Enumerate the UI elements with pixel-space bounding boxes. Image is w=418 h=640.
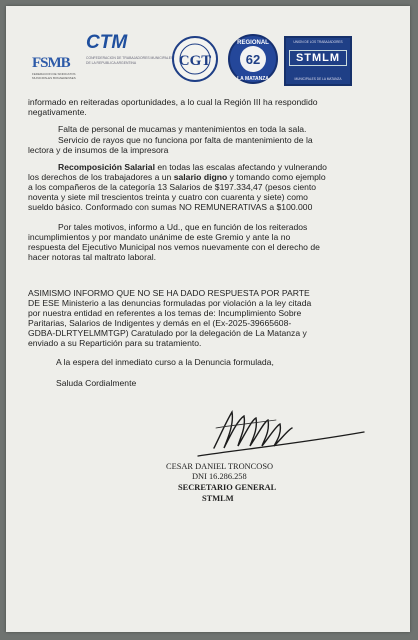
svg-text:REGIONAL: REGIONAL xyxy=(237,40,269,46)
ctm-logo: CTM CONFEDERACION DE TRABAJADORES MUNICIPALES DE LA REPUBLICA ARGENTINA xyxy=(86,32,174,65)
paragraph-line: sueldo básico. Conformado con sumas NO REMUNERATIVAS a $100.000 xyxy=(28,202,313,212)
paragraph-line: DE ESE Ministerio a las denuncias formuladas por violación a la ley citada xyxy=(28,298,312,308)
paragraph-line: GDBA-DLRTYELMMTGP) Caratulado por la delegación de La Matanza y xyxy=(28,328,307,338)
paragraph-line: los derechos de los trabajadores a un salario digno y tomando como ejemplo xyxy=(28,172,326,182)
signer-title: SECRETARIO GENERAL xyxy=(178,483,277,492)
paragraph-line: negativamente. xyxy=(28,107,87,117)
paragraph-line: lectora y de insumos de la impresora xyxy=(28,145,169,155)
signer-dni: DNI 16.286.258 xyxy=(192,472,247,481)
paragraph-line: respuesta del Ejecutivo Municipal nos vemos nuevamente con el derecho de xyxy=(28,242,320,252)
letterhead-logos xyxy=(6,6,410,96)
paragraph-line: Por tales motivos, informo a Ud., que en función de los reiterados xyxy=(58,222,308,232)
paragraph-line: hacer notoras tal maltrato laboral. xyxy=(28,252,157,262)
regional-seal-icon xyxy=(228,32,278,86)
paragraph-line: por nuestra entidad en referentes a los temas de: Incumplimiento Sobre xyxy=(28,308,302,318)
svg-text:CGT: CGT xyxy=(178,53,212,69)
paragraph-line: incumplimientos y por mandato unánime de este Gremio y ante la no xyxy=(28,232,291,242)
svg-text:LA MATANZA: LA MATANZA xyxy=(237,76,269,82)
paragraph-line: a los compañeros de la categoría 13 Salarios de $197.334,47 (pesos ciento xyxy=(28,182,317,192)
paragraph-line: enviado a su Repartición para su tratamiento. xyxy=(28,338,202,348)
paragraph-line: Falta de personal de mucamas y mantenimientos en toda la sala. xyxy=(58,124,307,134)
paragraph-line: ASIMISMO INFORMO QUE NO SE HA DADO RESPUESTA POR PARTE xyxy=(28,288,310,298)
closing-line: A la espera del inmediato curso a la Denuncia formulada, xyxy=(56,357,274,367)
cgt-seal-icon xyxy=(172,36,218,82)
paragraph-line: Recomposición Salarial en todas las escalas afectando y vulnerando xyxy=(58,162,327,172)
signer-name: CESAR DANIEL TRONCOSO xyxy=(166,462,274,471)
handwritten-signature xyxy=(176,398,366,464)
cgt-logo xyxy=(172,36,218,82)
paragraph-line: noventa y siete mil trescientos treinta y cuatro con cuarenta y siete) como xyxy=(28,192,308,202)
paragraph-line: Paritarias, Salarios de Indigentes y demás en el (Ex-2025-39665608- xyxy=(28,318,292,328)
svg-text:62: 62 xyxy=(245,52,261,67)
regional-62-logo xyxy=(228,32,278,86)
fsmb-logo: FSMB FEDERACION DE SINDICATOS MUNICIPALES BONAERENSES xyxy=(32,55,76,80)
signer-organization: STMLM xyxy=(202,494,234,503)
stmlm-logo: UNION DE LOS TRABAJADORES STMLM MUNICIPALES DE LA MATANZA xyxy=(284,36,352,86)
document-page xyxy=(6,6,410,632)
paragraph-line: Servicio de rayos que no funciona por falta de mantenimiento de la xyxy=(58,135,313,145)
paragraph-line: informado en reiteradas oportunidades, a lo cual la Región III ha respondido xyxy=(28,97,318,107)
salutation: Saluda Cordialmente xyxy=(56,378,137,388)
